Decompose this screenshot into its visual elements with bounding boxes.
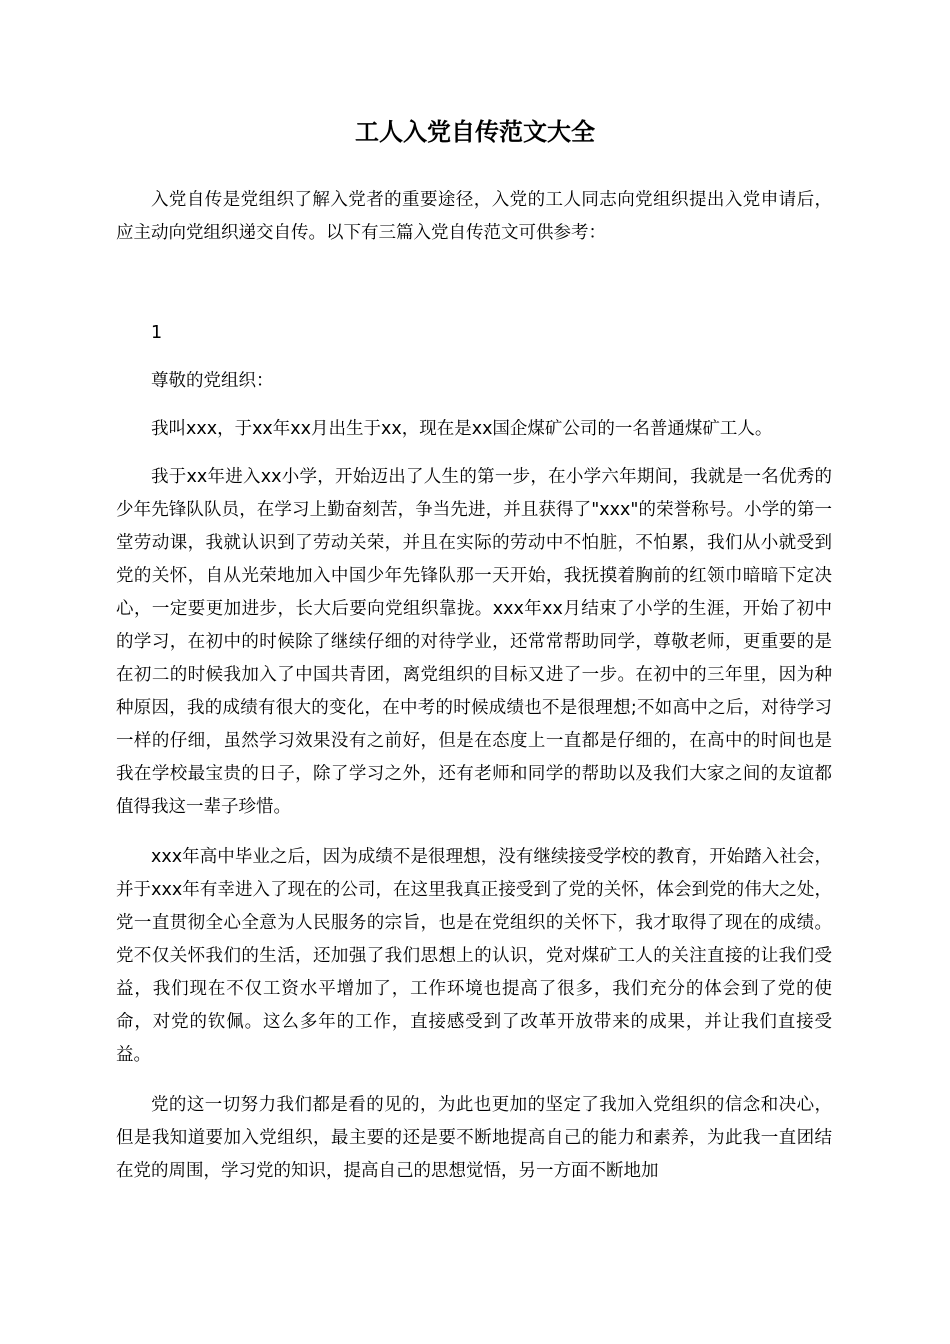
- body-paragraph: xxx年高中毕业之后，因为成绩不是很理想，没有继续接受学校的教育，开始踏入社会，并于xxx年有幸进入了现在的公司，在这里我真正接受到了党的关怀，体会到党的伟大之处，党一直贯彻全心全意为人民服务的宗旨，也是在党组织的关怀下，我才取得了现在的成绩。党不仅关怀我们的生活，还加强了我们思想上的认识，党对煤矿工人的关注直接的让我们受益，我们现在不仅工资水平增加了，工作环境也提高了很多，我们充分的体会到了党的使命，对党的钦佩。这么多年的工作，直接感受到了改革开放带来的成果，并让我们直接受益。: [116, 847, 832, 1065]
- document-title: 工人入党自传范文大全: [355, 118, 595, 146]
- document-body: [116, 184, 832, 1188]
- body-paragraph: 我于xx年进入xx小学，开始迈出了人生的第一步，在小学六年期间，我就是一名优秀的少年先锋队队员，在学习上勤奋刻苦，争当先进，并且获得了"xxx"的荣誉称号。小学的第一堂劳动课，我就认识到了劳动关荣，并且在实际的劳动中不怕脏，不怕累，我们从小就受到党的关怀，自从光荣地加入中国少年先锋队那一天开始，我抚摸着胸前的红领巾暗暗下定决心，一定要更加进步，长大后要向党组织靠拢。xxx年xx月结束了小学的生涯，开始了初中的学习，在初中的时候除了继续仔细的对待学业，还常常帮助同学，尊敬老师，更重要的是在初二的时候我加入了中国共青团，离党组织的目标又进了一步。在初中的三年里，因为种种原因，我的成绩有很大的变化，在中考的时候成绩也不是很理想;不如高中之后，对待学习一样的仔细，虽然学习效果没有之前好，但是在态度上一直都是仔细的，在高中的时间也是我在学校最宝贵的日子，除了学习之外，还有老师和同学的帮助以及我们大家之间的友谊都值得我这一辈子珍惜。: [116, 467, 832, 817]
- intro-paragraph: 入党自传是党组织了解入党者的重要途径，入党的工人同志向党组织提出入党申请后，应主动向党组织递交自传。以下有三篇入党自传范文可供参考：: [116, 190, 832, 243]
- body-paragraph: 党的这一切努力我们都是看的见的，为此也更加的坚定了我加入党组织的信念和决心，但是我知道要加入党组织，最主要的还是要不断地提高自己的能力和素养，为此我一直团结在党的周围，学习党的知识，提高自己的思想觉悟，另一方面不断地加: [116, 1095, 832, 1181]
- greeting: 尊敬的党组织：: [151, 371, 274, 391]
- section-number: 1: [151, 323, 163, 343]
- body-paragraph: 我叫xxx，于xx年xx月出生于xx，现在是xx国企煤矿公司的一名普通煤矿工人。: [151, 419, 773, 439]
